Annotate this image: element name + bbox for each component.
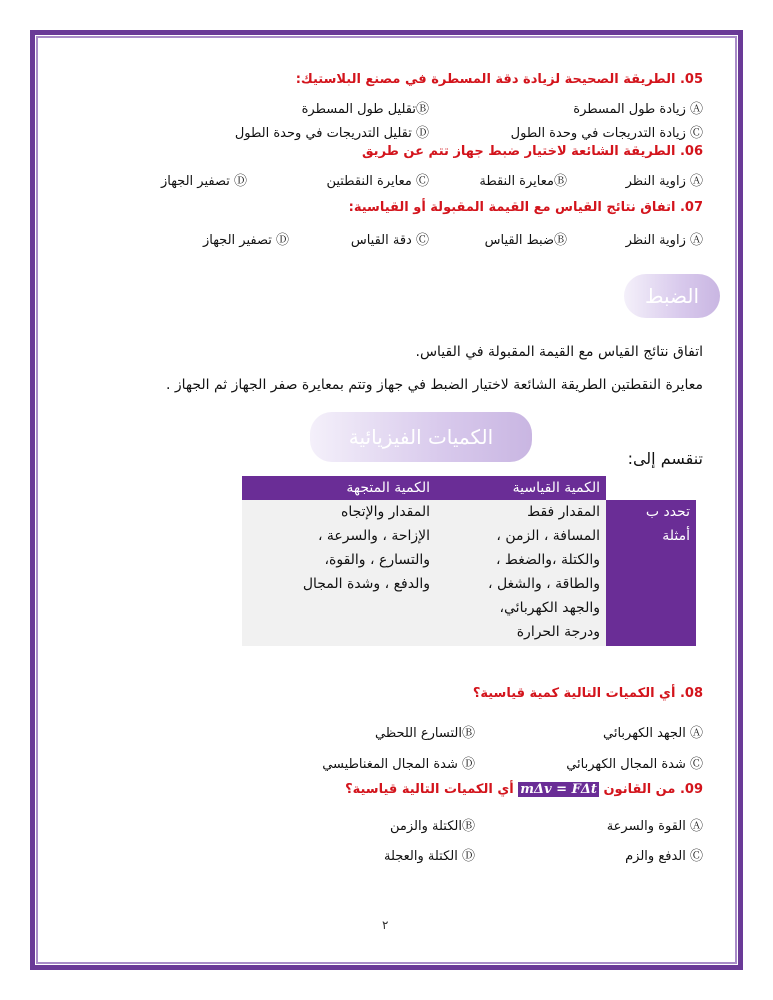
question-6-title: 06. الطريقة الشائعة لاختيار ضبط جهاز تتم عن طريق bbox=[361, 144, 703, 159]
quantities-table bbox=[242, 476, 696, 646]
question-8-option-b[interactable]: Ⓑالتسارع اللحظي bbox=[374, 726, 475, 741]
question-5-option-d[interactable]: Ⓓ تقليل التدريجات في وحدة الطول bbox=[234, 126, 429, 141]
question-8-option-c[interactable]: Ⓒ شدة المجال الكهربائي bbox=[566, 757, 703, 772]
question-7-option-a[interactable]: Ⓐ زاوية النظر bbox=[625, 233, 703, 248]
question-7-option-c[interactable]: Ⓒ دقة القياس bbox=[350, 233, 429, 248]
row-label-examples: أمثلة bbox=[606, 524, 696, 646]
scalar-example-line: والطاقة ، والشغل ، bbox=[487, 576, 600, 592]
scalar-examples bbox=[436, 524, 606, 646]
question-9-option-c[interactable]: Ⓒ الدفع والزم bbox=[625, 849, 703, 864]
question-8-option-d[interactable]: Ⓓ شدة المجال المغناطيسي bbox=[322, 757, 475, 772]
scalar-header: الكمية القياسية bbox=[436, 476, 606, 500]
accuracy-heading: الضبط bbox=[624, 274, 720, 318]
question-7-title: 07. اتفاق نتائج القياس مع القيمة المقبولة أو القياسية: bbox=[348, 200, 703, 215]
page-number: ٢ bbox=[382, 918, 389, 932]
question-8-title: 08. أي الكميات التالية كمية قياسية؟ bbox=[472, 686, 703, 701]
quantities-intro: تنقسم إلى: bbox=[627, 449, 703, 468]
vector-example-line: والدفع ، وشدة المجال bbox=[302, 576, 430, 592]
question-5-option-c[interactable]: Ⓒ زيادة التدريجات في وحدة الطول bbox=[510, 126, 703, 141]
question-9-option-d[interactable]: Ⓓ الكتلة والعجلة bbox=[383, 849, 475, 864]
question-9-prefix: 09. من القانون bbox=[603, 782, 703, 797]
question-9-formula: mΔv = FΔt bbox=[520, 782, 597, 797]
row-label-determined-by: تحدد ب bbox=[606, 500, 696, 524]
question-7-option-b[interactable]: Ⓑضبط القياس bbox=[484, 233, 567, 248]
vector-example-line: الإزاحة ، والسرعة ، bbox=[317, 528, 430, 544]
question-9-option-a[interactable]: Ⓐ القوة والسرعة bbox=[606, 819, 703, 834]
question-7-option-d[interactable]: Ⓓ تصفير الجهاز bbox=[202, 233, 289, 248]
question-5-option-a[interactable]: Ⓐ زيادة طول المسطرة bbox=[573, 102, 703, 117]
scalar-determined-by: المقدار فقط bbox=[436, 500, 606, 524]
table-corner bbox=[606, 476, 696, 500]
vector-examples bbox=[242, 524, 436, 646]
question-9-option-b[interactable]: Ⓑالكتلة والزمن bbox=[390, 819, 475, 834]
vector-example-line: والتسارع ، والقوة، bbox=[324, 552, 430, 568]
scalar-example-line: والكتلة ،والضغط ، bbox=[495, 552, 600, 568]
vector-determined-by: المقدار والإتجاه bbox=[242, 500, 436, 524]
scalar-example-line: ودرجة الحرارة bbox=[516, 624, 600, 640]
question-5-option-b[interactable]: Ⓑتقليل طول المسطرة bbox=[301, 102, 429, 117]
question-6-option-b[interactable]: Ⓑمعايرة النقطة bbox=[479, 174, 567, 189]
scalar-example-line: والجهد الكهربائي، bbox=[499, 600, 600, 616]
question-5-title: 05. الطريقة الصحيحة لزيادة دقة المسطرة في مصنع البلاستيك: bbox=[295, 72, 703, 87]
question-6-option-a[interactable]: Ⓐ زاوية النظر bbox=[625, 174, 703, 189]
question-8-option-a[interactable]: Ⓐ الجهد الكهربائي bbox=[602, 726, 703, 741]
question-6-option-d[interactable]: Ⓓ تصفير الجهاز bbox=[160, 174, 247, 189]
vector-header: الكمية المتجهة bbox=[242, 476, 436, 500]
question-6-option-c[interactable]: Ⓒ معايرة النقطتين bbox=[326, 174, 429, 189]
scalar-example-line: المسافة ، الزمن ، bbox=[496, 528, 600, 544]
question-9-suffix: أي الكميات التالية قياسية؟ bbox=[345, 782, 514, 797]
accuracy-calibration-note: معايرة النقطتين الطريقة الشائعة لاختيار الضبط في جهاز وتتم بمعايرة صفر الجهاز ثم الجهاز . bbox=[165, 377, 703, 393]
question-9-title bbox=[345, 782, 703, 797]
accuracy-definition: اتفاق نتائج القياس مع القيمة المقبولة في القياس. bbox=[415, 344, 703, 360]
quantities-heading: الكميات الفيزيائية bbox=[310, 412, 532, 462]
